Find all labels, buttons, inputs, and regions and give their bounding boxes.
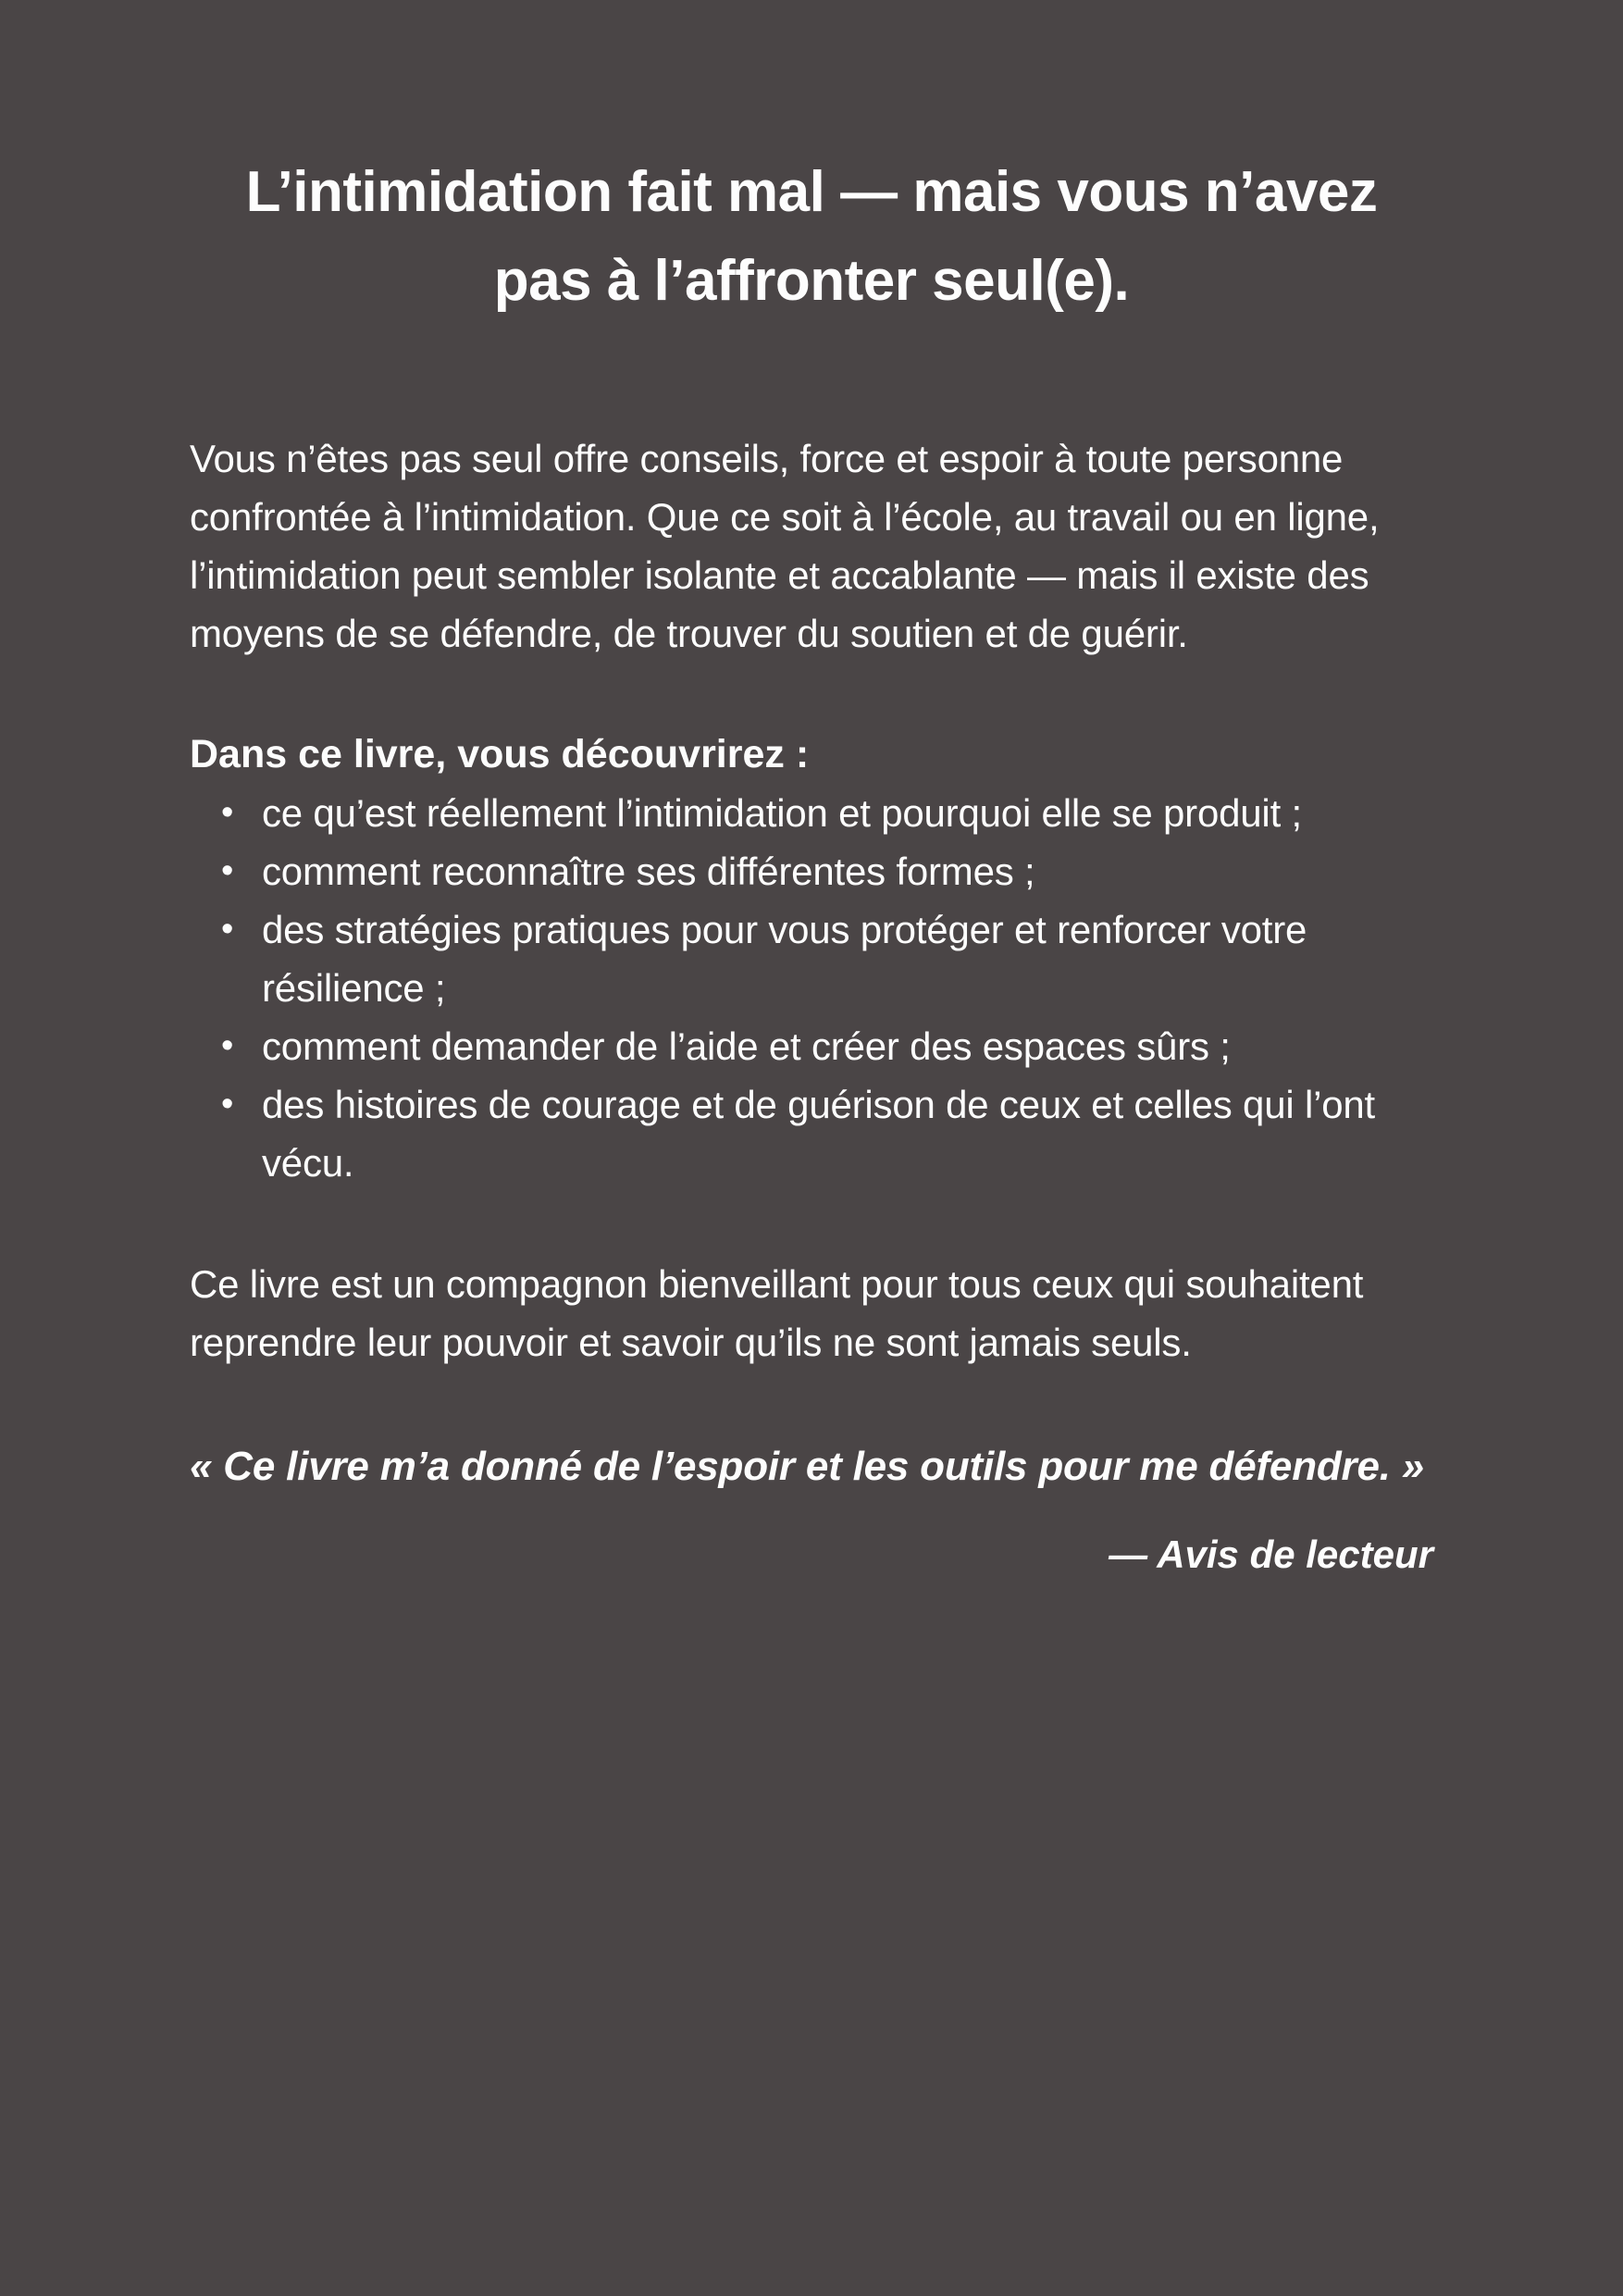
list-item-text: des stratégies pratiques pour vous protéger et renforcer votre résilience ; — [262, 908, 1307, 1010]
list-item — [190, 900, 1433, 1017]
reader-quote: « Ce livre m’a donné de l’espoir et les outils pour me défendre. » — [190, 1444, 1425, 1489]
list-item-text: des histoires de courage et de guérison de ceux et celles qui l’ont vécu. — [262, 1083, 1376, 1185]
bullet-icon: • — [221, 851, 234, 890]
benefits-list — [190, 784, 1433, 1192]
bullet-icon: • — [221, 910, 234, 949]
list-item-text: ce qu’est réellement l’intimidation et pourquoi elle se produit ; — [262, 791, 1302, 835]
list-heading: Dans ce livre, vous découvrirez : — [190, 732, 810, 776]
bullet-icon: • — [221, 1085, 234, 1123]
bullet-icon: • — [221, 1026, 234, 1065]
quote-attribution: — Avis de lecteur — [1109, 1533, 1433, 1576]
page-title: L’intimidation fait mal — mais vous n’avez pas à l’affronter seul(e). — [245, 160, 1378, 313]
closing-paragraph: Ce livre est un compagnon bienveillant pour tous ceux qui souhaitent reprendre leur pouvoir et savoir qu’ils ne sont jamais seuls. — [190, 1262, 1364, 1364]
list-item — [190, 842, 1433, 900]
list-item-text: comment reconnaître ses différentes formes ; — [262, 850, 1035, 893]
list-item — [190, 1075, 1433, 1192]
list-item — [190, 1017, 1433, 1075]
list-item — [190, 784, 1433, 842]
bullet-icon: • — [221, 793, 234, 832]
list-item-text: comment demander de l’aide et créer des espaces sûrs ; — [262, 1024, 1231, 1068]
intro-paragraph: Vous n’êtes pas seul offre conseils, force et espoir à toute personne confrontée à l’intimidation. Que ce soit à l’école, au travail ou en ligne, l’intimidation peut sembler isolante et accablante — mais il existe des moyens de se défendre, de trouver du soutien et de guérir. — [190, 437, 1380, 655]
